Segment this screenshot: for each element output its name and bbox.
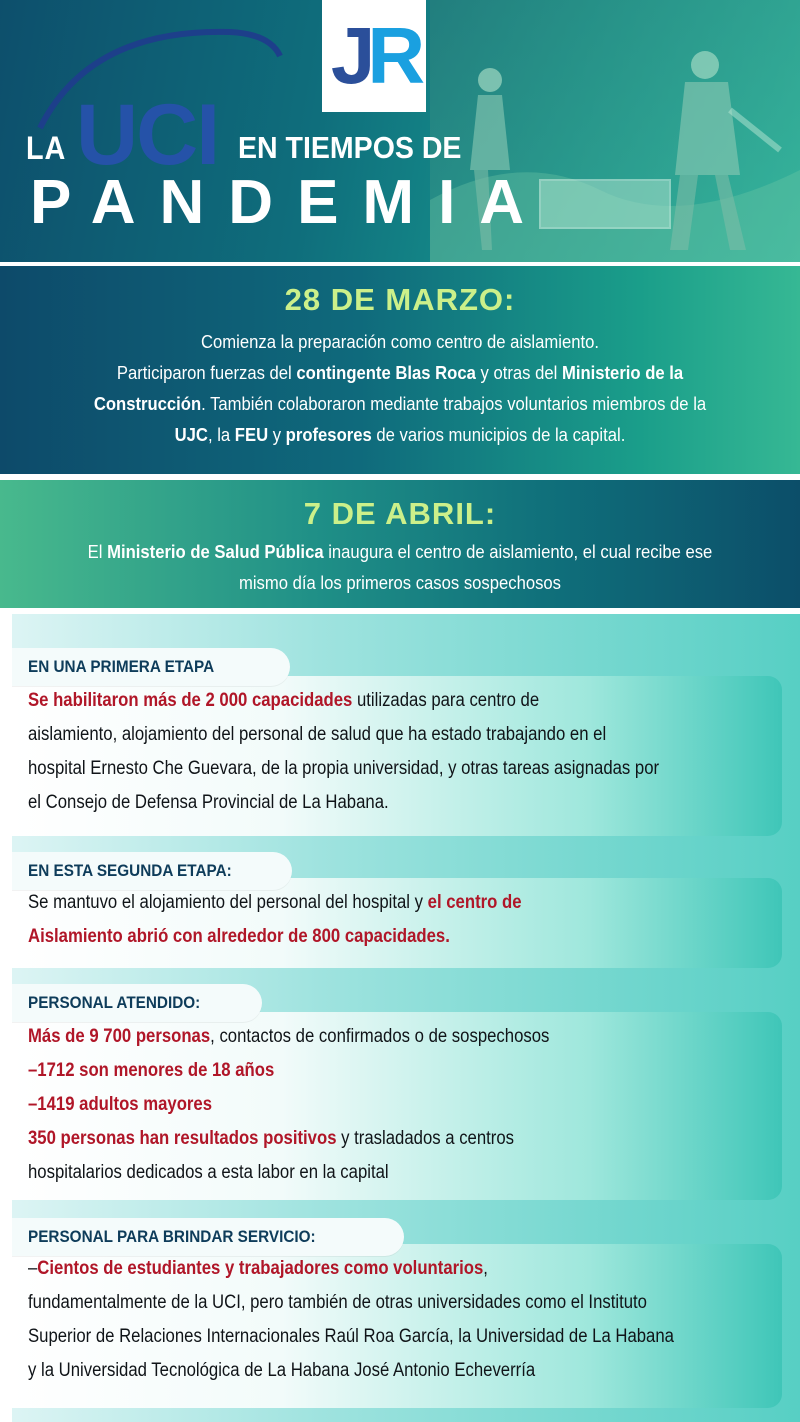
text-run: y trasladados a centros [336,1128,515,1149]
text-run: El [87,541,108,562]
bold-text: UJC [174,424,208,445]
section-text [28,886,697,954]
jr-logo-letter-r: R [367,11,418,100]
section-card-personal-servicio [12,1244,782,1408]
event-description [40,326,760,450]
text-line [28,1286,697,1320]
text-run: hospitalarios dedicados a esta labor en la capital [28,1162,389,1183]
section-text [28,684,697,820]
section-label-text: EN ESTA SEGUNDA ETAPA: [28,861,232,880]
text-run: Participaron fuerzas del [116,362,297,383]
text-run: y [268,424,286,445]
event-date: 28 DE MARZO: [284,282,516,317]
section-card-personal-atendido [12,1012,782,1200]
text-line [28,1054,697,1088]
bold-text: Ministerio de la [561,362,684,383]
text-run: , [483,1258,488,1279]
text-line [28,752,697,786]
header-banner [0,0,800,262]
text-run: – [28,1258,38,1279]
text-line [65,536,735,567]
text-run: Superior de Relaciones Internacionales Raúl Roa García, la Universidad de La Habana [28,1326,674,1347]
text-line [28,1088,697,1122]
bold-text: Ministerio de Salud Pública [107,541,324,562]
text-run: el Consejo de Defensa Provincial de La Habana. [28,792,389,813]
text-line [28,1122,697,1156]
section-text [28,1252,697,1388]
highlight-text: Se habilitaron más de 2 000 capacidades [28,690,353,711]
text-run: utilizadas para centro de [352,690,540,711]
text-run: aislamiento, alojamiento del personal de salud que ha estado trabajando en el [28,724,607,745]
event-date: 7 DE ABRIL: [303,496,497,531]
text-run: y la Universidad Tecnológica de La Habana José Antonio Echeverría [28,1360,536,1381]
text-line [65,567,735,598]
text-run: , contactos de confirmados o de sospechosos [210,1026,550,1047]
text-run: , la [207,424,235,445]
text-run: inaugura el centro de aislamiento, el cual recibe ese [323,541,713,562]
event-28-marzo [0,266,800,474]
text-run: hospital Ernesto Che Guevara, de la propia universidad, y otras tareas asignadas por [28,758,660,779]
highlight-text: –1419 adultos mayores [28,1094,213,1115]
section-label-segunda-etapa [12,852,292,890]
text-run: . También colaboraron mediante trabajos voluntarios miembros de la [201,393,707,414]
highlight-text: Más de 9 700 personas [28,1026,211,1047]
bold-text: FEU [234,424,269,445]
text-line [28,1252,697,1286]
text-line [28,786,697,820]
text-line [65,388,735,419]
text-line [28,1156,697,1190]
text-run: de varios municipios de la capital. [371,424,626,445]
text-run: fundamentalmente de la UCI, pero también de otras universidades como el Instituto [28,1292,647,1313]
highlight-text: –1712 son menores de 18 años [28,1060,275,1081]
text-line [28,1320,697,1354]
section-card-primera-etapa [12,676,782,836]
text-line [65,326,735,357]
bold-text: contingente Blas Roca [296,362,476,383]
title-en-tiempos-de: EN TIEMPOS DE [238,130,462,165]
text-run: mismo día los primeros casos sospechosos [238,572,562,593]
highlight-text: 350 personas han resultados positivos [28,1128,337,1149]
text-line [28,718,697,752]
bold-text: Construcción [93,393,202,414]
title-uci: UCI [76,87,219,183]
event-description [40,536,760,598]
section-label-text: EN UNA PRIMERA ETAPA [28,657,215,676]
highlight-text: Cientos de estudiantes y trabajadores como voluntarios [37,1258,484,1279]
section-label-personal-servicio [12,1218,404,1256]
text-run: Se mantuvo el alojamiento del personal del hospital y [28,892,428,913]
title-pandemia: PANDEMIA [30,168,549,237]
jr-logo [322,0,426,112]
text-line [28,886,697,920]
jr-logo-letter-j: J [330,11,368,100]
title-la: LA [26,130,67,166]
text-line [65,419,735,450]
text-line [28,1354,697,1388]
text-line [28,920,697,954]
bold-text: profesores [285,424,372,445]
event-7-abril [0,480,800,608]
text-run: Comienza la preparación como centro de aislamiento. [201,331,599,352]
highlight-text: el centro de [427,892,522,913]
text-line [28,684,697,718]
text-line [65,357,735,388]
section-card-segunda-etapa [12,878,782,968]
section-label-primera-etapa [12,648,290,686]
text-run: y otras del [475,362,562,383]
highlight-text: Aislamiento abrió con alrededor de 800 capacidades. [28,926,450,947]
section-label-personal-atendido [12,984,262,1022]
text-line [28,1020,697,1054]
section-label-text: PERSONAL PARA BRINDAR SERVICIO: [28,1227,316,1246]
section-label-text: PERSONAL ATENDIDO: [28,993,201,1012]
section-text [28,1020,697,1190]
